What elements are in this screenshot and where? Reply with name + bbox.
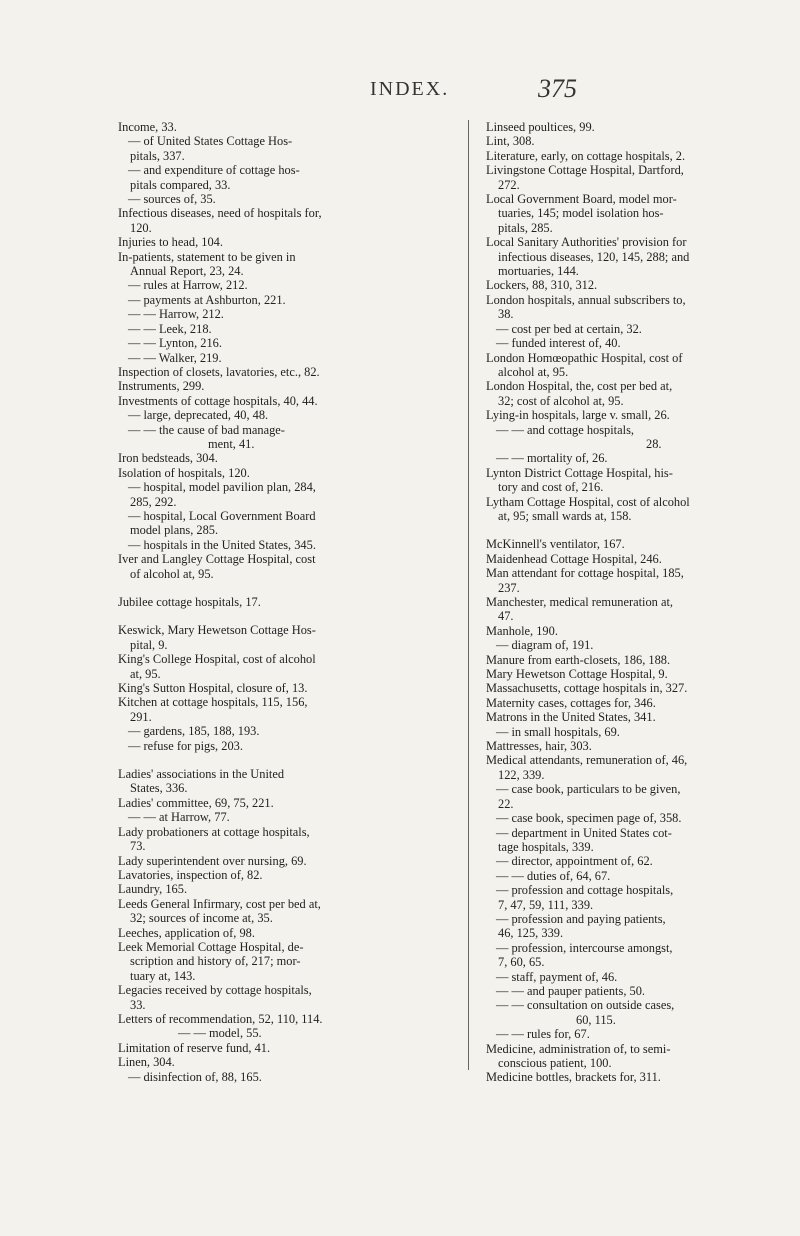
index-entry-line: — sources of, 35. [128,192,216,207]
index-entry-line: 120. [130,220,152,235]
index-entry-line: — funded interest of, 40. [496,336,621,351]
index-entry-line: tory and cost of, 216. [498,480,604,495]
index-entry-line: — — Harrow, 212. [128,307,224,322]
index-entry-line: — rules at Harrow, 212. [128,278,248,293]
index-entry-line: — case book, particulars to be given, [496,782,681,797]
index-entry-line: infectious diseases, 120, 145, 288; and [498,249,690,264]
index-entry-line: 237. [498,580,520,595]
index-entry-line: 38. [498,307,514,322]
section-gap [118,609,450,623]
index-entry-line: 28. [646,436,662,451]
index-entry-line: Lavatories, inspection of, 82. [118,867,263,882]
page-number: 375 [538,74,577,103]
index-entry-line: Income, 33. [118,120,177,134]
index-entry-line: — diagram of, 191. [496,638,594,653]
index-entry-line: — — mortality of, 26. [496,451,608,466]
index-entry-line: Manchester, medical remuneration at, [486,595,674,609]
index-entry-line: — staff, payment of, 46. [496,969,618,984]
index-entry-line: Ladies' committee, 69, 75, 221. [118,795,274,810]
index-entry-line: tuaries, 145; model isolation hos- [498,206,664,221]
index-entry-line: ment, 41. [208,436,255,451]
index-entry-line: 33. [130,997,146,1012]
index-entry-line: — — model, 55. [178,1026,262,1041]
index-entry-line: — cost per bed at certain, 32. [496,321,642,336]
index-entry-line: 46, 125, 339. [498,926,564,941]
column-divider [468,120,469,1070]
section-gap [118,753,450,767]
index-entry-line: 291. [130,709,152,724]
index-entry-line: Maternity cases, cottages for, 346. [486,695,656,710]
index-entry-line: — gardens, 185, 188, 193. [128,724,260,739]
section-gap [486,523,790,537]
index-entry-line: of alcohol at, 95. [130,566,214,581]
index-entry-line: Kitchen at cottage hospitals, 115, 156, [118,695,308,710]
index-entry-line: Maidenhead Cottage Hospital, 246. [486,551,662,566]
index-entry-line: Infectious diseases, need of hospitals for, [118,206,322,221]
index-entry-line: King's Sutton Hospital, closure of, 13. [118,681,308,696]
index-entry-line: — large, deprecated, 40, 48. [128,408,269,423]
index-entry-line: Mary Hewetson Cottage Hospital, 9. [486,667,668,682]
index-entry-line: Local Government Board, model mor- [486,192,677,207]
index-column-right [486,120,790,1085]
index-entry-line: Leeches, application of, 98. [118,925,255,940]
index-entry-line: 122, 339. [498,767,545,782]
index-entry-line: Matrons in the United States, 341. [486,710,656,725]
index-entry-line: — profession and cottage hospitals, [496,883,674,898]
index-entry-line: — disinfection of, 88, 165. [128,1069,262,1084]
index-entry-line: Iver and Langley Cottage Hospital, cost [118,552,316,567]
index-entry-line: King's College Hospital, cost of alcohol [118,652,316,667]
index-entry-line: Lint, 308. [486,134,535,149]
index-entry-line: 7, 60, 65. [498,955,545,970]
index-entry-line: Linseed poultices, 99. [486,120,595,134]
index-entry-line: — — rules for, 67. [496,1027,590,1042]
index-entry-line: model plans, 285. [130,523,219,538]
index-entry-line: — profession, intercourse amongst, [496,940,673,955]
index-entry-line: — — Leek, 218. [128,321,212,336]
index-entry-line: States, 336. [130,781,188,796]
index-entry-line: 22. [498,796,514,811]
index-entry-line: Injuries to head, 104. [118,235,223,250]
running-title: INDEX. [370,78,450,100]
index-entry-line: at, 95; small wards at, 158. [498,508,632,523]
index-entry-line: pitals, 285. [498,220,553,235]
index-entry-line: — — and cottage hospitals, [496,422,634,437]
index-entry-line: Letters of recommendation, 52, 110, 114. [118,1011,323,1026]
index-entry-line: McKinnell's ventilator, 167. [486,537,625,552]
index-entry-line: — hospitals in the United States, 345. [128,537,316,552]
index-entry-line: Keswick, Mary Hewetson Cottage Hos- [118,623,316,638]
index-entry-line: 7, 47, 59, 111, 339. [498,897,594,912]
index-entry-line: Medicine bottles, brackets for, 311. [486,1070,661,1085]
index-entry-line: Massachusetts, cottage hospitals in, 327. [486,681,688,696]
index-entry-line: — — duties of, 64, 67. [496,868,611,883]
index-entry-line: London hospitals, annual subscribers to, [486,292,686,307]
index-entry-line: In-patients, statement to be given in [118,249,296,264]
index-entry-line: Jubilee cottage hospitals, 17. [118,595,261,609]
index-entry-line: Livingstone Cottage Hospital, Dartford, [486,163,684,178]
page-header [0,72,800,112]
index-entry-line: Leeds General Infirmary, cost per bed at, [118,896,321,911]
index-entry-line: 32; sources of income at, 35. [130,911,273,926]
index-entry-line: — — Lynton, 216. [128,336,222,351]
index-entry-line: — department in United States cot- [496,825,672,840]
index-entry-line: — payments at Ashburton, 221. [128,292,286,307]
index-entry-line: Manhole, 190. [486,623,558,638]
index-entry-line: 32; cost of alcohol at, 95. [498,393,624,408]
index-entry-line: — — the cause of bad manage- [128,422,285,437]
index-entry-line: pitals compared, 33. [130,177,231,192]
index-entry-line: Linen, 304. [118,1055,175,1070]
index-entry-line: tage hospitals, 339. [498,839,594,854]
index-entry-line: Annual Report, 23, 24. [130,264,244,279]
index-entry-line: Lady superintendent over nursing, 69. [118,853,307,868]
index-entry-line: — and expenditure of cottage hos- [128,163,300,178]
index-entry-line: Mattresses, hair, 303. [486,739,592,754]
index-entry-line: London Hospital, the, cost per bed at, [486,379,673,394]
index-entry-line: Man attendant for cottage hospital, 185, [486,566,684,581]
index-entry-line: Ladies' associations in the United [118,767,285,782]
index-entry-line: Literature, early, on cottage hospitals, 2. [486,148,686,163]
index-entry-line: — — at Harrow, 77. [128,810,230,825]
index-entry-line: Local Sanitary Authorities' provision for [486,235,687,250]
index-entry-line: Lying-in hospitals, large v. small, 26. [486,408,670,423]
index-entry-line: — — Walker, 219. [128,350,222,365]
index-entry-line: — of United States Cottage Hos- [128,134,293,149]
index-entry-line: 47. [498,609,514,624]
index-entry-line: Medicine, administration of, to semi- [486,1041,671,1056]
index-entry-line: — — consultation on outside cases, [496,998,675,1013]
index-entry-line: Lynton District Cottage Hospital, his- [486,465,673,480]
index-entry-line: mortuaries, 144. [498,264,579,279]
index-entry-line: — in small hospitals, 69. [496,724,620,739]
index-entry-line: 60, 115. [576,1012,616,1027]
section-gap [118,581,450,595]
index-entry-line: Leek Memorial Cottage Hospital, de- [118,939,304,954]
index-entry-line: Lady probationers at cottage hospitals, [118,824,310,839]
index-entry-line: conscious patient, 100. [498,1056,612,1070]
index-entry-line: pitals, 337. [130,148,185,163]
index-entry-line: Investments of cottage hospitals, 40, 44. [118,393,318,408]
index-entry-line: Iron bedsteads, 304. [118,451,218,466]
index-entry-line: 285, 292. [130,494,177,509]
index-entry-line: Manure from earth-closets, 186, 188. [486,652,671,667]
index-entry-line: Lytham Cottage Hospital, cost of alcohol [486,494,690,509]
index-entry-line: 272. [498,177,520,192]
index-entry-line: at, 95. [130,666,161,681]
index-entry-line: Medical attendants, remuneration of, 46, [486,753,688,768]
index-entry-line: pital, 9. [130,637,168,652]
index-entry-line: Inspection of closets, lavatories, etc., 82. [118,364,320,379]
index-entry-line: 73. [130,839,146,854]
index-entry-line: — hospital, model pavilion plan, 284, [128,480,316,495]
index-entry-line: — — and pauper patients, 50. [496,983,645,998]
index-entry-line: Limitation of reserve fund, 41. [118,1040,271,1055]
index-entry-line: scription and history of, 217; mor- [130,954,301,969]
index-entry-line: Laundry, 165. [118,882,188,897]
index-entry-line: — refuse for pigs, 203. [128,738,243,753]
index-column-left [118,120,450,1084]
index-entry-line: — case book, specimen page of, 358. [496,811,682,826]
index-entry-line: Instruments, 299. [118,379,205,394]
index-entry-line: Legacies received by cottage hospitals, [118,983,312,998]
index-entry-line: alcohol at, 95. [498,364,569,379]
index-entry-line: tuary at, 143. [130,968,196,983]
index-entry-line: — hospital, Local Government Board [128,508,316,523]
index-entry-line: Lockers, 88, 310, 312. [486,278,598,293]
index-entry-line: Isolation of hospitals, 120. [118,465,250,480]
index-entry-line: London Homœopathic Hospital, cost of [486,350,683,365]
index-entry-line: — director, appointment of, 62. [496,854,653,869]
index-entry-line: — profession and paying patients, [496,911,666,926]
